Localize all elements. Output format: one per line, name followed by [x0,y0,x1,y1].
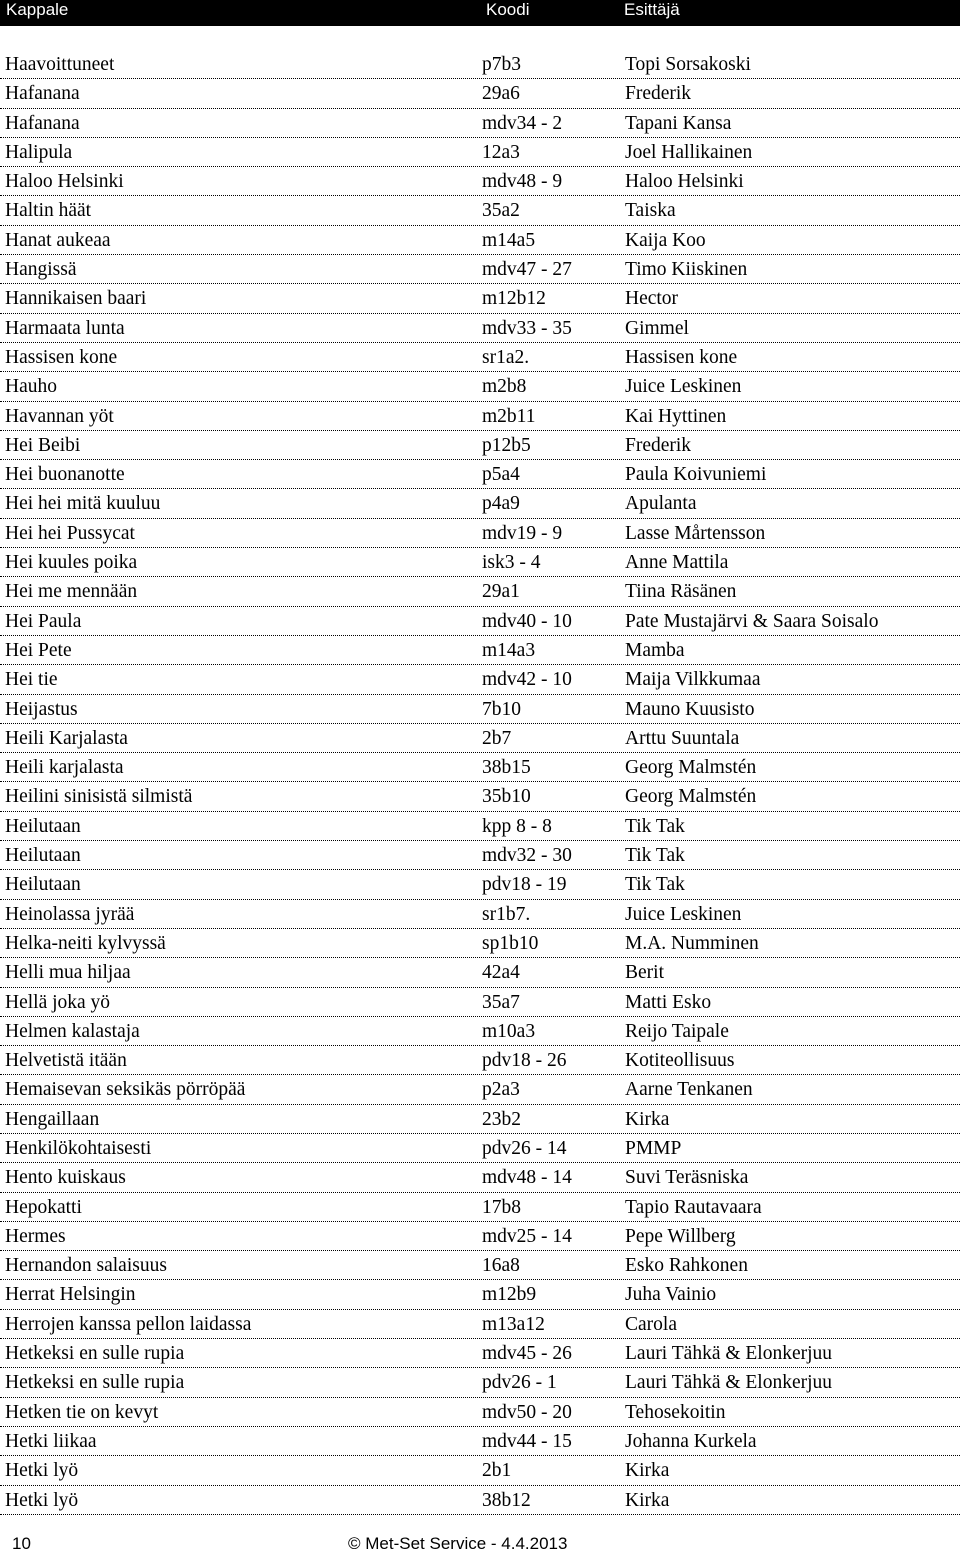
song-title: Hanat aukeaa [5,229,111,251]
artist-name: Matti Esko [625,991,712,1013]
song-code: 38b15 [482,757,531,779]
song-code: mdv34 - 2 [482,112,563,134]
artist-name: Reijo Taipale [625,1020,729,1042]
song-code: 29a6 [482,83,520,105]
song-title: Heili karjalasta [5,757,124,779]
song-code: pdv26 - 1 [482,1372,557,1394]
song-code: p2a3 [482,1079,520,1101]
table-row [0,1280,960,1309]
table-row [0,1456,960,1485]
song-code: mdv44 - 15 [482,1430,572,1452]
song-title: Hauho [5,376,57,398]
song-code: mdv45 - 26 [482,1343,572,1365]
table-row [0,929,960,958]
table-row [0,1310,960,1339]
song-code: m12b9 [482,1284,537,1306]
song-code: p4a9 [482,493,520,515]
song-code: 38b12 [482,1489,531,1511]
song-code: 42a4 [482,962,520,984]
artist-name: Hassisen kone [625,346,738,368]
artist-name: M.A. Numminen [625,932,759,954]
song-code: p5a4 [482,464,520,486]
song-code: m12b12 [482,288,546,310]
song-title: Hei buonanotte [5,464,125,486]
table-row [0,665,960,694]
table-row [0,314,960,343]
table-row [0,1134,960,1163]
column-header-artist: Esittäjä [624,0,680,19]
table-row [0,577,960,606]
artist-name: Tehosekoitin [625,1401,726,1423]
song-title: Heili Karjalasta [5,727,128,749]
song-title: Haavoittuneet [5,54,115,75]
song-title: Helvetistä itään [5,1050,127,1072]
song-title: Hannikaisen baari [5,288,147,310]
artist-name: Tapani Kansa [625,112,732,134]
artist-name: Kirka [625,1489,670,1511]
song-title: Herrat Helsingin [5,1284,136,1306]
artist-name: Tik Tak [625,845,685,867]
song-title: Hermes [5,1225,66,1247]
artist-name: Juha Vainio [625,1284,717,1306]
table-row [0,431,960,460]
song-code: p12b5 [482,434,531,456]
artist-name: Kotiteollisuus [625,1050,735,1072]
song-title: Hellä joka yö [5,991,111,1013]
table-row [0,109,960,138]
song-title: Hetki lyö [5,1460,79,1482]
song-title: Haloo Helsinki [5,171,124,193]
table-row [0,50,960,79]
artist-name: Gimmel [625,317,689,339]
table-row [0,841,960,870]
artist-name: Berit [625,962,664,984]
song-code: kpp 8 - 8 [482,815,552,837]
table-row [0,226,960,255]
song-code: mdv42 - 10 [482,669,572,691]
page-footer [0,1534,960,1554]
column-header-code: Koodi [486,0,530,19]
artist-name: Lasse Mårtensson [625,522,766,544]
table-row [0,343,960,372]
table-row [0,1193,960,1222]
artist-name: Taiska [625,200,676,222]
song-title: Helka-neiti kylvyssä [5,932,166,954]
table-row [0,460,960,489]
song-code: pdv26 - 14 [482,1137,567,1159]
table-row [0,900,960,929]
song-title: Heinolassa jyrää [5,903,135,925]
artist-name: Haloo Helsinki [625,171,744,193]
song-title: Halipula [5,141,73,163]
song-title: Hetken tie on kevyt [5,1401,159,1423]
table-row [0,1046,960,1075]
song-code: 35b10 [482,786,531,808]
artist-name: Paula Koivuniemi [625,464,767,486]
song-title: Hei tie [5,669,58,691]
table-row [0,138,960,167]
song-title: Heijastus [5,698,78,720]
song-code: m14a5 [482,229,536,251]
song-code: mdv40 - 10 [482,610,572,632]
artist-name: Timo Kiiskinen [625,259,748,281]
song-code: 35a7 [482,991,520,1013]
song-title: Hengaillaan [5,1108,100,1130]
table-row [0,958,960,987]
table-row [0,607,960,636]
artist-name: Maija Vilkkumaa [625,669,761,691]
table-row [0,519,960,548]
song-code: pdv18 - 19 [482,874,567,896]
artist-name: Topi Sorsakoski [625,54,751,75]
song-title: Hei Beibi [5,434,81,456]
table-row [0,284,960,313]
song-code: mdv19 - 9 [482,522,563,544]
song-code: 35a2 [482,200,520,222]
song-title: Hei Paula [5,610,82,632]
song-code: m13a12 [482,1313,545,1335]
artist-name: Juice Leskinen [625,903,742,925]
song-title: Hei Pete [5,639,72,661]
table-row [0,1486,960,1515]
song-code: 16a8 [482,1255,520,1277]
song-title: Hei kuules poika [5,552,138,574]
table-row [0,548,960,577]
artist-name: Anne Mattila [625,552,729,574]
table-row [0,1368,960,1397]
table-row [0,812,960,841]
artist-name: Aarne Tenkanen [625,1079,753,1101]
artist-name: Frederik [625,434,692,456]
table-row [0,1398,960,1427]
song-code: m2b8 [482,376,527,398]
table-row [0,1163,960,1192]
table-row [0,402,960,431]
table-row [0,255,960,284]
song-code: mdv32 - 30 [482,845,572,867]
table-row [0,782,960,811]
artist-name: Hector [625,288,679,310]
table-row [0,753,960,782]
song-title: Hepokatti [5,1196,82,1218]
table-row [0,1251,960,1280]
song-title: Heilutaan [5,815,81,837]
artist-name: Kaija Koo [625,229,706,251]
artist-name: Lauri Tähkä & Elonkerjuu [625,1372,833,1394]
artist-name: Tik Tak [625,874,685,896]
artist-name: Kai Hyttinen [625,405,727,427]
artist-name: Juice Leskinen [625,376,742,398]
artist-name: Tapio Rautavaara [625,1196,762,1218]
song-title: Hangissä [5,259,77,281]
artist-name: Johanna Kurkela [625,1430,757,1452]
song-title: Hassisen kone [5,346,118,368]
song-title: Hafanana [5,83,80,105]
song-code: m10a3 [482,1020,536,1042]
song-code: mdv48 - 9 [482,171,563,193]
artist-name: Arttu Suuntala [625,727,740,749]
song-code: mdv50 - 20 [482,1401,572,1423]
song-code: m14a3 [482,639,536,661]
song-code: mdv48 - 14 [482,1167,572,1189]
song-code: sr1a2. [482,346,530,368]
artist-name: Mamba [625,639,685,661]
copyright-notice: © Met-Set Service - 4.4.2013 [348,1534,568,1553]
song-title: Hento kuiskaus [5,1167,126,1189]
table-row [0,1017,960,1046]
song-title: Henkilökohtaisesti [5,1137,152,1159]
artist-name: Carola [625,1313,677,1335]
artist-name: Apulanta [625,493,697,515]
song-list [0,50,960,1515]
song-code: mdv33 - 35 [482,317,572,339]
table-row [0,1222,960,1251]
page-number: 10 [12,1534,31,1553]
song-title: Hei me mennään [5,581,138,603]
song-title: Hetki lyö [5,1489,79,1511]
table-row [0,724,960,753]
column-header-bar [0,0,960,26]
song-title: Hetkeksi en sulle rupia [5,1372,185,1394]
song-title: Heilini sinisistä silmistä [5,786,193,808]
song-code: isk3 - 4 [482,552,541,574]
artist-name: Lauri Tähkä & Elonkerjuu [625,1343,833,1365]
artist-name: Georg Malmstén [625,757,757,779]
table-row [0,1339,960,1368]
table-row [0,1105,960,1134]
song-title: Hei hei mitä kuuluu [5,493,161,515]
table-row [0,372,960,401]
song-code: 23b2 [482,1108,521,1130]
table-row [0,870,960,899]
artist-name: Esko Rahkonen [625,1255,748,1277]
song-title: Hetkeksi en sulle rupia [5,1343,185,1365]
song-title: Hei hei Pussycat [5,522,135,544]
artist-name: Kirka [625,1108,670,1130]
table-row [0,1075,960,1104]
song-title: Hetki liikaa [5,1430,97,1452]
song-title: Hafanana [5,112,80,134]
song-title: Helli mua hiljaa [5,962,131,984]
song-title: Haltin häät [5,200,92,222]
song-code: pdv18 - 26 [482,1050,567,1072]
song-title: Helmen kalastaja [5,1020,140,1042]
table-row [0,489,960,518]
artist-name: Tik Tak [625,815,685,837]
song-code: 12a3 [482,141,520,163]
song-code: mdv47 - 27 [482,259,572,281]
song-code: p7b3 [482,54,521,75]
song-code: 2b7 [482,727,512,749]
artist-name: Tiina Räsänen [625,581,737,603]
song-title: Herrojen kanssa pellon laidassa [5,1313,252,1335]
artist-name: Mauno Kuusisto [625,698,755,720]
table-row [0,636,960,665]
song-code: m2b11 [482,405,536,427]
column-header-song: Kappale [6,0,69,19]
song-title: Heilutaan [5,845,81,867]
artist-name: PMMP [625,1137,682,1159]
song-title: Heilutaan [5,874,81,896]
artist-name: Georg Malmstén [625,786,757,808]
song-title: Harmaata lunta [5,317,125,339]
song-code: 7b10 [482,698,521,720]
table-row [0,79,960,108]
artist-name: Pate Mustajärvi & Saara Soisalo [625,610,879,632]
artist-name: Pepe Willberg [625,1225,736,1247]
song-code: mdv25 - 14 [482,1225,572,1247]
table-row [0,196,960,225]
song-code: 2b1 [482,1460,512,1482]
artist-name: Joel Hallikainen [625,141,753,163]
artist-name: Suvi Teräsniska [625,1167,749,1189]
song-code: sp1b10 [482,932,539,954]
table-row [0,1427,960,1456]
table-row [0,988,960,1017]
artist-name: Frederik [625,83,692,105]
song-title: Havannan yöt [5,405,114,427]
song-code: 17b8 [482,1196,521,1218]
song-title: Hemaisevan seksikäs pörröpää [5,1079,246,1101]
song-code: 29a1 [482,581,520,603]
artist-name: Kirka [625,1460,670,1482]
song-title: Hernandon salaisuus [5,1255,167,1277]
table-row [0,167,960,196]
table-row [0,695,960,724]
song-code: sr1b7. [482,903,531,925]
